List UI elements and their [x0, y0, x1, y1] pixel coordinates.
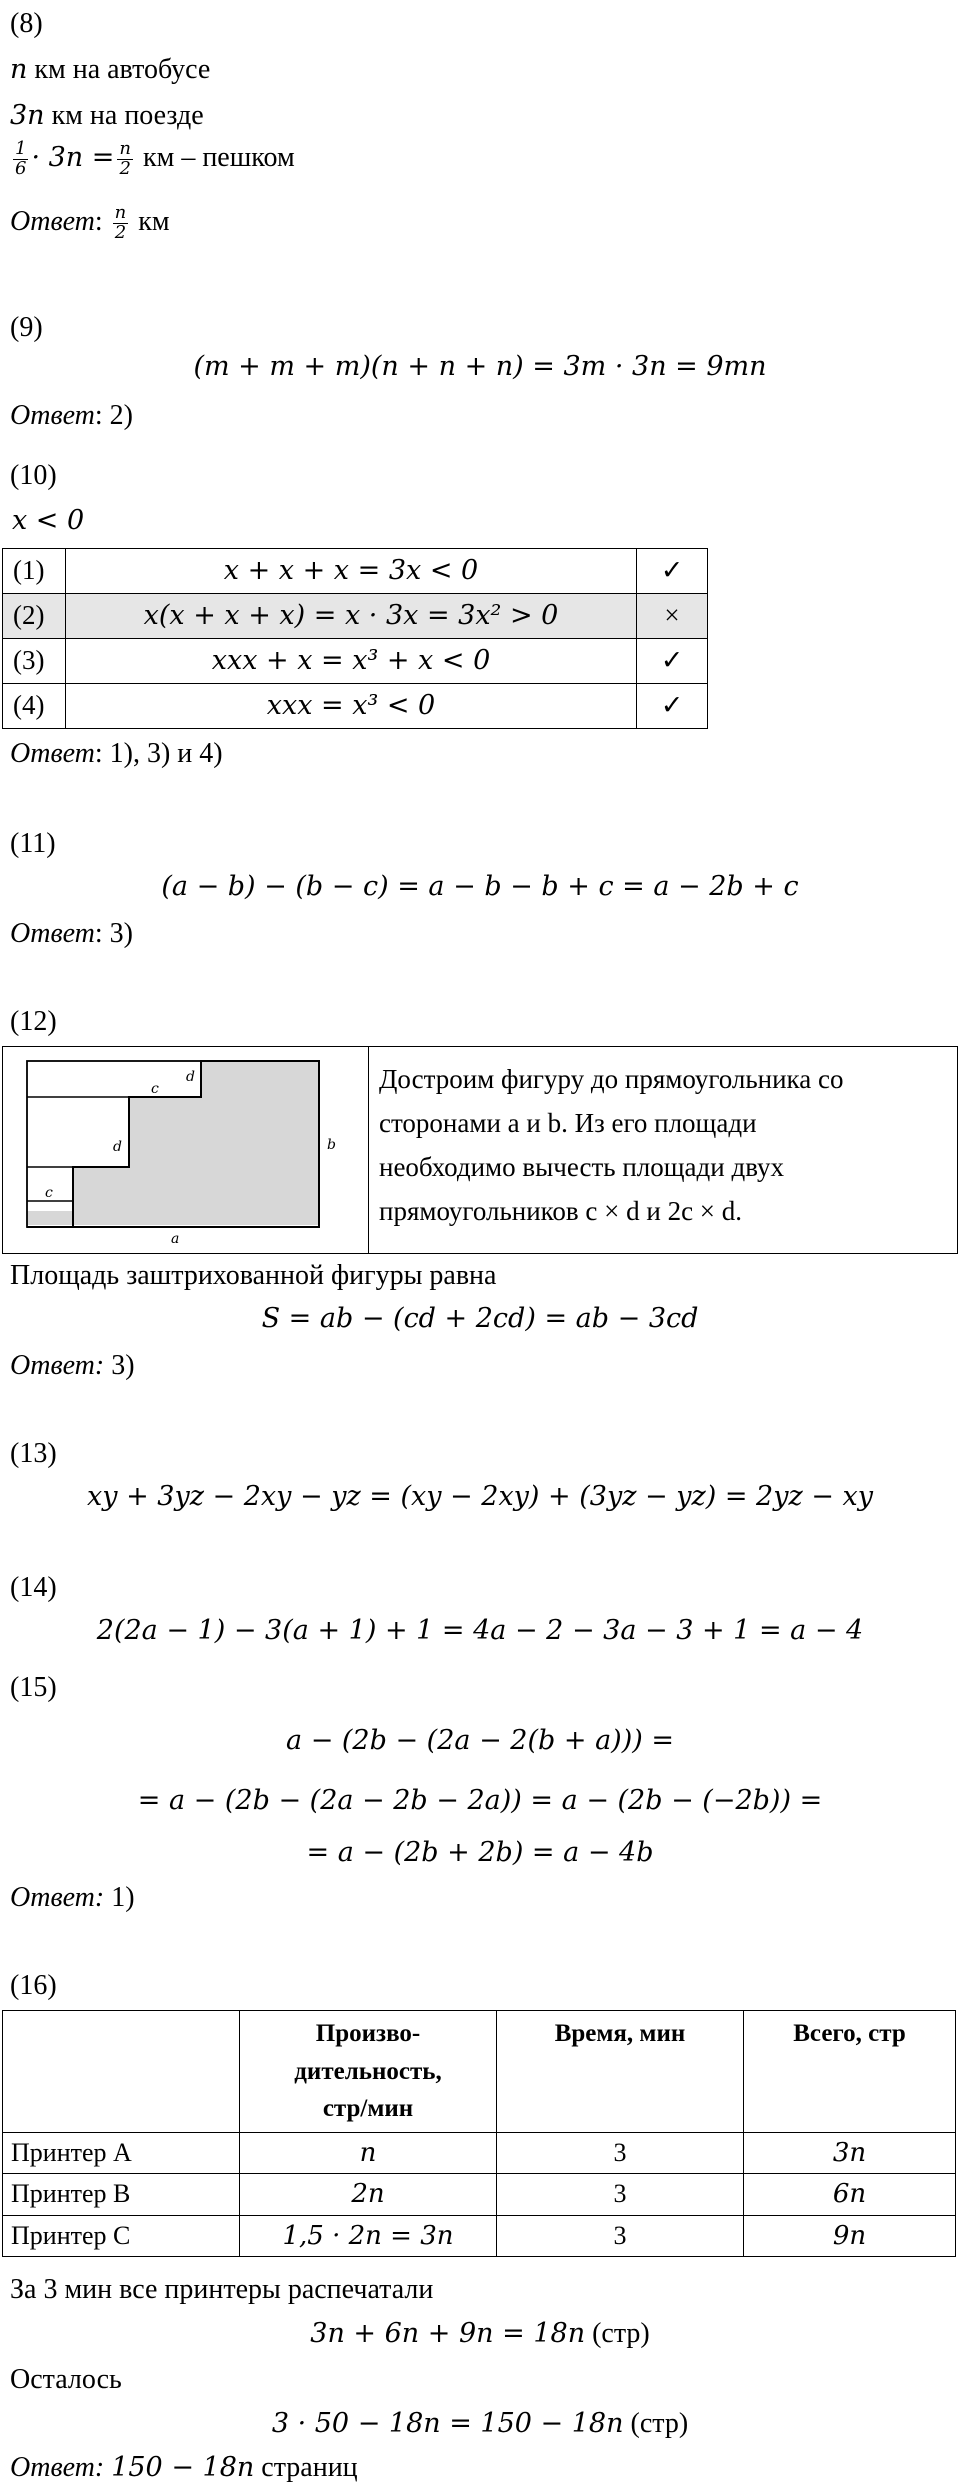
problem-9-answer: [10, 398, 133, 433]
var: 3n: [10, 100, 45, 131]
problem-15-line1: a − (2b − (2a − 2(b + a))) =: [286, 1725, 674, 1756]
denominator: 2: [119, 158, 131, 180]
problem-13-label: (13): [10, 1438, 57, 1469]
problem-8-label: (8): [10, 8, 43, 39]
header-empty: [3, 2011, 240, 2133]
problem-11-label: (11): [10, 828, 56, 859]
total-cell: 6n: [744, 2174, 956, 2216]
time-cell: 3: [497, 2132, 744, 2174]
row-expression: x + x + x = 3x < 0: [66, 549, 637, 594]
numerator: 1: [15, 138, 27, 160]
problem-15-line2: = a − (2b − (2a − 2b − 2a)) = a − (2b − (−2b)) =: [137, 1785, 823, 1816]
problem-12-box: [2, 1046, 958, 1254]
problem-8-answer: Ответ: $\frac{n}{2}$ км: [10, 202, 170, 244]
figure-label-d: d: [113, 1139, 122, 1155]
problem-15-answer: [10, 1880, 135, 1915]
problem-11-formula: (a − b) − (b − c) = a − b − b + c = a − 2b + c: [161, 871, 799, 902]
fraction: [117, 140, 133, 179]
printer-name: Принтер B: [3, 2174, 240, 2216]
row-number: (3): [3, 639, 66, 684]
description-line: необходимо вычесть площади двух: [379, 1152, 785, 1182]
row-expression: x(x + x + x) = x · 3x = 3x² > 0: [66, 594, 637, 639]
printer-name: Принтер C: [3, 2215, 240, 2257]
productivity-cell: 2n: [240, 2174, 497, 2216]
problem-12-answer: [10, 1348, 135, 1383]
figure-label-d: d: [186, 1069, 195, 1085]
answer-value: 1): [104, 1882, 135, 1913]
problem-12-description: [379, 1057, 843, 1233]
problem-16-table: [2, 2010, 956, 2257]
header-total: Всего, стр: [744, 2011, 956, 2133]
cross-icon: ×: [637, 594, 708, 639]
table-row: [3, 2174, 956, 2216]
answer-label: Ответ:: [10, 1350, 105, 1381]
problem-10-condition: x < 0: [12, 505, 85, 536]
header-line: дительность,: [294, 2057, 442, 2085]
problem-12-label: (12): [10, 1006, 57, 1037]
numerator: n: [114, 202, 127, 224]
problem-14-label: (14): [10, 1572, 57, 1603]
check-icon: ✓: [637, 549, 708, 594]
fraction: [13, 140, 28, 179]
shaded-region-base: [27, 1215, 319, 1225]
table-row: [3, 684, 708, 729]
productivity-cell: 1,5 · 2n = 3n: [240, 2215, 497, 2257]
time-cell: 3: [497, 2174, 744, 2216]
answer-value: : 1), 3) и 4): [94, 738, 223, 769]
description-line: Достроим фигуру до прямоугольника со: [379, 1064, 844, 1094]
header-time: Время, мин: [497, 2011, 744, 2133]
table-header-row: [3, 2011, 956, 2133]
row-number: (1): [3, 549, 66, 594]
denominator: 6: [15, 158, 27, 180]
check-icon: ✓: [637, 639, 708, 684]
table-row: [3, 2215, 956, 2257]
problem-16-formula1: [0, 2316, 960, 2351]
formula: 3 · 50 − 18n = 150 − 18n: [271, 2408, 624, 2439]
total-cell: 3n: [744, 2132, 956, 2174]
figure-label-b: b: [327, 1137, 336, 1153]
figure-label-c: c: [151, 1081, 159, 1097]
problem-16-formula2: [0, 2406, 960, 2441]
description-line: прямоугольников c × d и 2c × d.: [379, 1196, 743, 1226]
row-number: (2): [3, 594, 66, 639]
problem-10-answer: [10, 736, 223, 771]
problem-16-answer: [10, 2450, 358, 2485]
figure-label-c: c: [45, 1185, 53, 1201]
row-number: (4): [3, 684, 66, 729]
answer-text: км: [131, 206, 170, 237]
answer-unit: страниц: [254, 2452, 358, 2483]
printer-name: Принтер A: [3, 2132, 240, 2174]
denominator: 2: [114, 222, 127, 244]
problem-16-text1: За 3 мин все принтеры распечатали: [10, 2274, 434, 2305]
problem-16-text2: Осталось: [10, 2364, 122, 2395]
fraction: [113, 204, 129, 243]
problem-10-label: (10): [10, 460, 57, 491]
header-productivity: [240, 2011, 497, 2133]
formula: 3n + 6n + 9n = 18n: [310, 2318, 586, 2349]
table-row: [3, 549, 708, 594]
text: км на автобусе: [27, 54, 211, 85]
table-row: [3, 2132, 956, 2174]
expression: · 3n =: [31, 142, 115, 173]
problem-8-line3: [10, 140, 295, 179]
problem-13-formula: xy + 3yz − 2xy − yz = (xy − 2xy) + (3yz − yz) = 2yz − xy: [87, 1481, 873, 1512]
problem-10-table: [2, 548, 708, 729]
text: км на поезде: [44, 100, 204, 131]
problem-9-formula: (m + m + m)(n + n + n) = 3m · 3n = 9mn: [193, 351, 767, 382]
var: n: [10, 54, 28, 85]
problem-8-line1: [10, 52, 210, 87]
unit: (стр): [623, 2408, 689, 2439]
problem-12-statement: Площадь заштрихованной фигуры равна: [10, 1260, 497, 1291]
answer-value: 3): [104, 1350, 135, 1381]
divider: [368, 1047, 369, 1253]
answer-label: Ответ: [10, 918, 95, 949]
check-icon: ✓: [637, 684, 708, 729]
shape-figure: [21, 1055, 351, 1245]
numerator: n: [119, 138, 131, 160]
answer-label: Ответ:: [10, 2452, 105, 2483]
text: км – пешком: [136, 142, 295, 173]
time-cell: 3: [497, 2215, 744, 2257]
unit: (стр): [585, 2318, 650, 2349]
answer-label: Ответ: [10, 206, 95, 237]
problem-15-line3: = a − (2b + 2b) = a − 4b: [306, 1837, 654, 1868]
problem-11-answer: [10, 916, 133, 951]
answer-value: : 3): [94, 918, 133, 949]
problem-16-label: (16): [10, 1970, 57, 2001]
answer-value: 150 − 18n: [111, 2452, 255, 2483]
answer-label: Ответ:: [10, 1882, 105, 1913]
problem-8-line2: [10, 98, 204, 133]
answer-label: Ответ: [10, 738, 95, 769]
row-expression: xxx + x = x³ + x < 0: [66, 639, 637, 684]
total-cell: 9n: [744, 2215, 956, 2257]
problem-15-label: (15): [10, 1672, 57, 1703]
description-line: сторонами a и b. Из его площади: [379, 1108, 757, 1138]
problem-12-formula: S = ab − (cd + 2cd) = ab − 3cd: [261, 1303, 699, 1334]
problem-14-formula: 2(2a − 1) − 3(a + 1) + 1 = 4a − 2 − 3a − 3 + 1 = a − 4: [96, 1615, 864, 1646]
productivity-cell: n: [240, 2132, 497, 2174]
header-line: стр/мин: [322, 2095, 414, 2122]
table-row: [3, 639, 708, 684]
row-expression: xxx = x³ < 0: [66, 684, 637, 729]
problem-9-label: (9): [10, 312, 43, 343]
header-line: Произво-: [315, 2020, 421, 2047]
table-row: [3, 594, 708, 639]
answer-label: Ответ: [10, 400, 95, 431]
answer-value: : 2): [94, 400, 133, 431]
figure-label-a: a: [171, 1231, 180, 1245]
